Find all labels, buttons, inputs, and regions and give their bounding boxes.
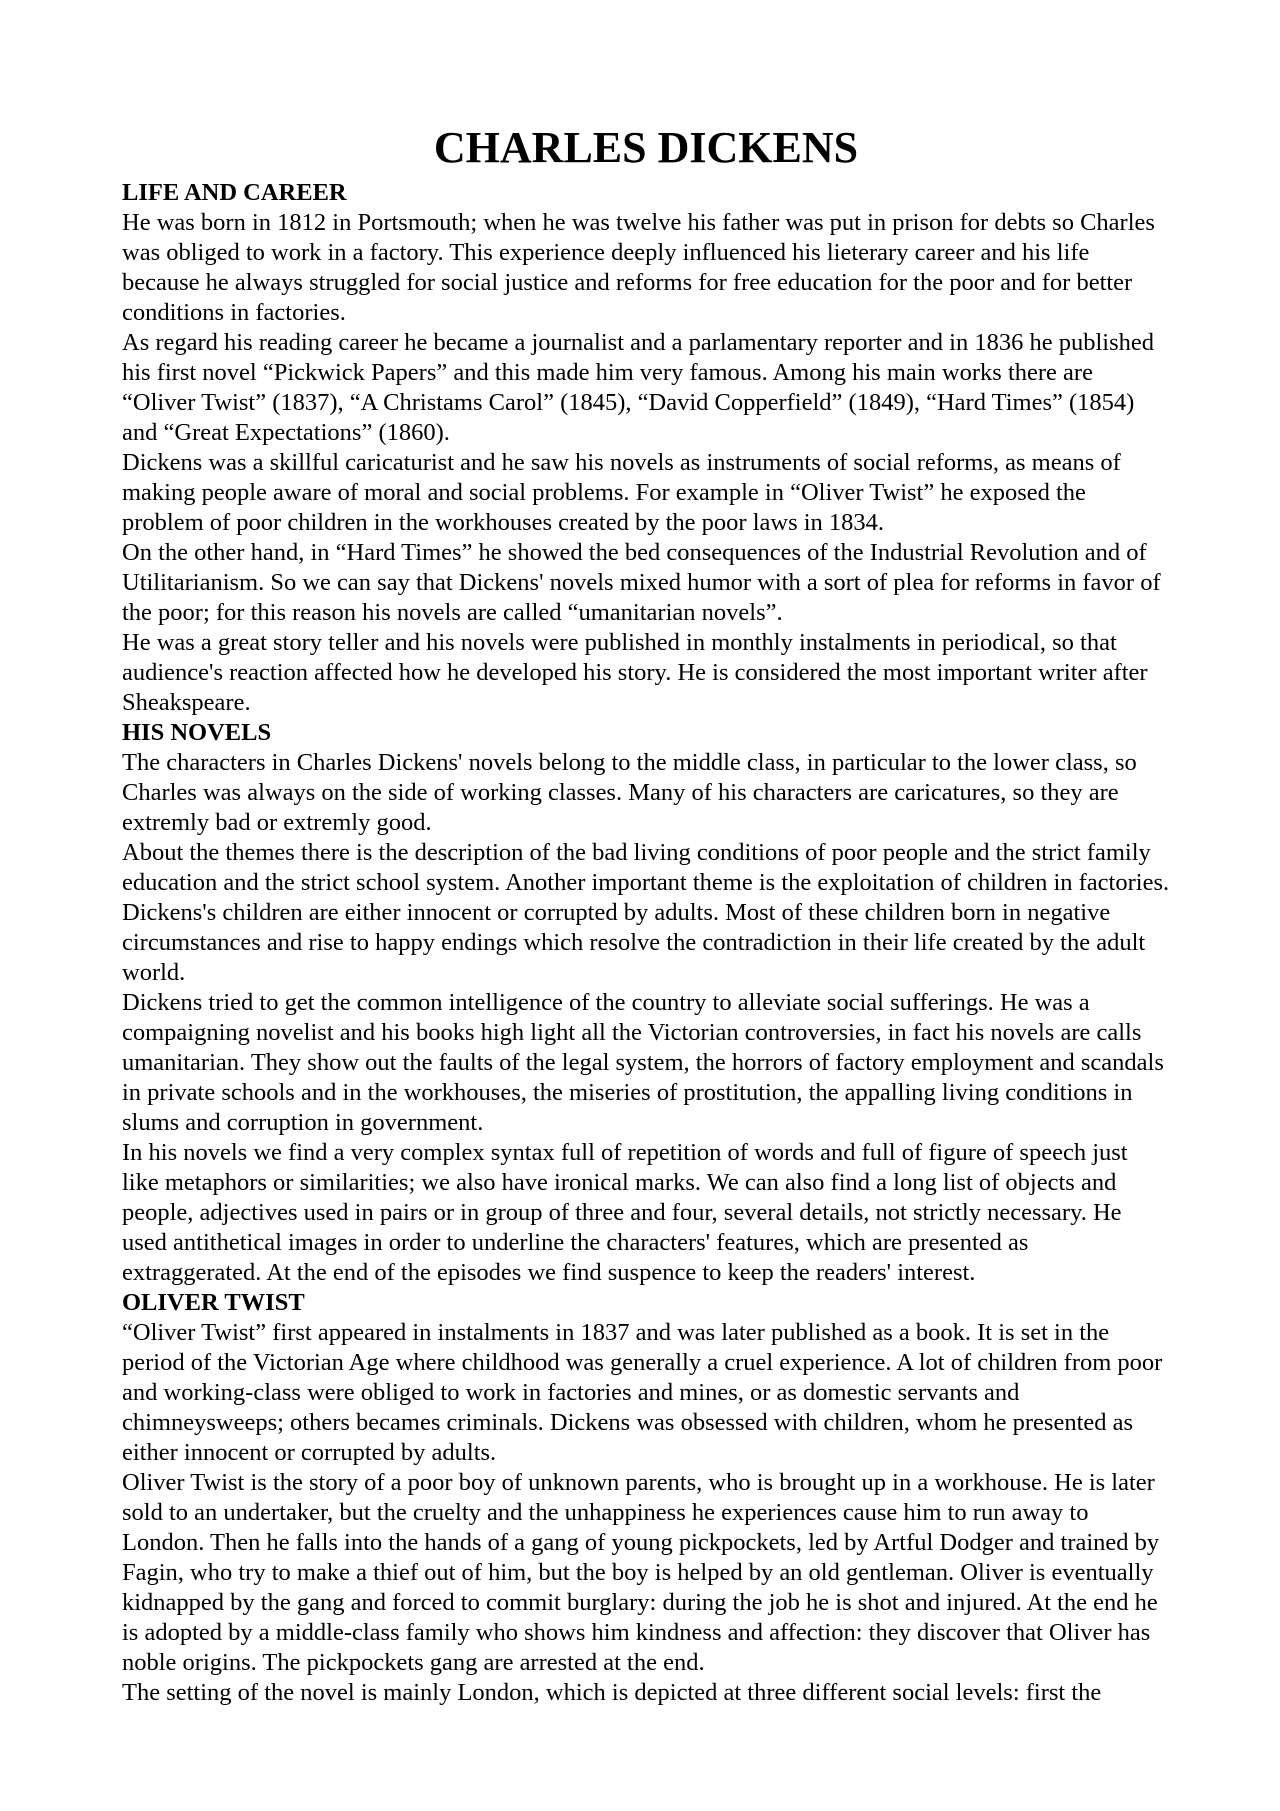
paragraph: He was born in 1812 in Portsmouth; when he was twelve his father was put in prison for debts so Charles was obliged to work in a factory. This experience deeply influenced his lieterary career and his life because he always struggled for social justice and reforms for free education for the poor and for better conditions in factories. [122,209,1155,326]
section-oliver-twist [122,1288,1170,1708]
section-life-and-career [122,178,1170,718]
paragraph: Dickens tried to get the common intelligence of the country to alleviate social sufferings. He was a compaigning novelist and his books high light all the Victorian controversies, in fact his novels are calls umanitarian. They show out the faults of the legal system, the horrors of factory employment and scandals in private schools and in the workhouses, the miseries of prostitution, the appalling living conditions in slums and corruption in government. [122,989,1164,1136]
section-heading: LIFE AND CAREER [122,179,347,206]
paragraph: Oliver Twist is the story of a poor boy of unknown parents, who is brought up in a workhouse. He is later sold to an undertaker, but the cruelty and the unhappiness he experiences cause him to run away to London. Then he falls into the hands of a gang of young pickpockets, led by Artful Dodger and trained by Fagin, who try to make a thief out of him, but the boy is helped by an old gentleman. Oliver is eventually kidnapped by the gang and forced to commit burglary: during the job he is shot and injured. At the end he is adopted by a middle-class family who shows him kindness and affection: they discover that Oliver has noble origins. The pickpockets gang are arrested at the end. [122,1469,1160,1676]
paragraph: The setting of the novel is mainly London, which is depicted at three different social levels: first the [122,1679,1102,1706]
paragraph: About the themes there is the description of the bad living conditions of poor people and the strict family education and the strict school system. Another important theme is the exploitation of children in factories. Dickens's children are either innocent or corrupted by adults. Most of these children born in negative circumstances and rise to happy endings which resolve the contradiction in their life created by the adult world. [122,839,1170,986]
paragraph: As regard his reading career he became a journalist and a parlamentary reporter and in 1836 he published his first novel “Pickwick Papers” and this made him very famous. Among his main works there are “Oliver Twist” (1837), “A Christams Carol” (1845), “David Copperfield” (1849), “Hard Times” (1854) and “Great Expectations” (1860). [122,329,1154,446]
paragraph: On the other hand, in “Hard Times” he showed the bed consequences of the Industrial Revolution and of Utilitarianism. So we can say that Dickens' novels mixed humor with a sort of plea for reforms in favor of the poor; for this reason his novels are called “umanitarian novels”. [122,539,1161,626]
paragraph: Dickens was a skillful caricaturist and he saw his novels as instruments of social reforms, as means of making people aware of moral and social problems. For example in “Oliver Twist” he exposed the problem of poor children in the workhouses created by the poor laws in 1834. [122,449,1121,536]
paragraph: He was a great story teller and his novels were published in monthly instalments in periodical, so that audience's reaction affected how he developed his story. He is considered the most important writer after Sheakspeare. [122,629,1148,716]
paragraph: In his novels we find a very complex syntax full of repetition of words and full of figure of speech just like metaphors or similarities; we also have ironical marks. We can also find a long list of objects and people, adjectives used in pairs or in group of three and four, several details, not strictly necessary. He used antithetical images in order to underline the characters' features, which are presented as extraggerated. At the end of the episodes we find suspence to keep the readers' interest. [122,1139,1128,1286]
paragraph: The characters in Charles Dickens' novels belong to the middle class, in particular to the lower class, so Charles was always on the side of working classes. Many of his characters are caricatures, so they are extremly bad or extremly good. [122,749,1137,836]
page-title: CHARLES DICKENS [433,123,859,172]
section-heading: OLIVER TWIST [122,1289,305,1316]
section-his-novels [122,718,1170,1288]
section-heading: HIS NOVELS [122,719,272,746]
paragraph: “Oliver Twist” first appeared in instalments in 1837 and was later published as a book. It is set in the period of the Victorian Age where childhood was generally a cruel experience. A lot of children from poor and working-class were obliged to work in factories and mines, or as domestic servants and chimneysweeps; others becames criminals. Dickens was obsessed with children, whom he presented as either innocent or corrupted by adults. [122,1319,1163,1466]
document-page [122,122,1170,1708]
